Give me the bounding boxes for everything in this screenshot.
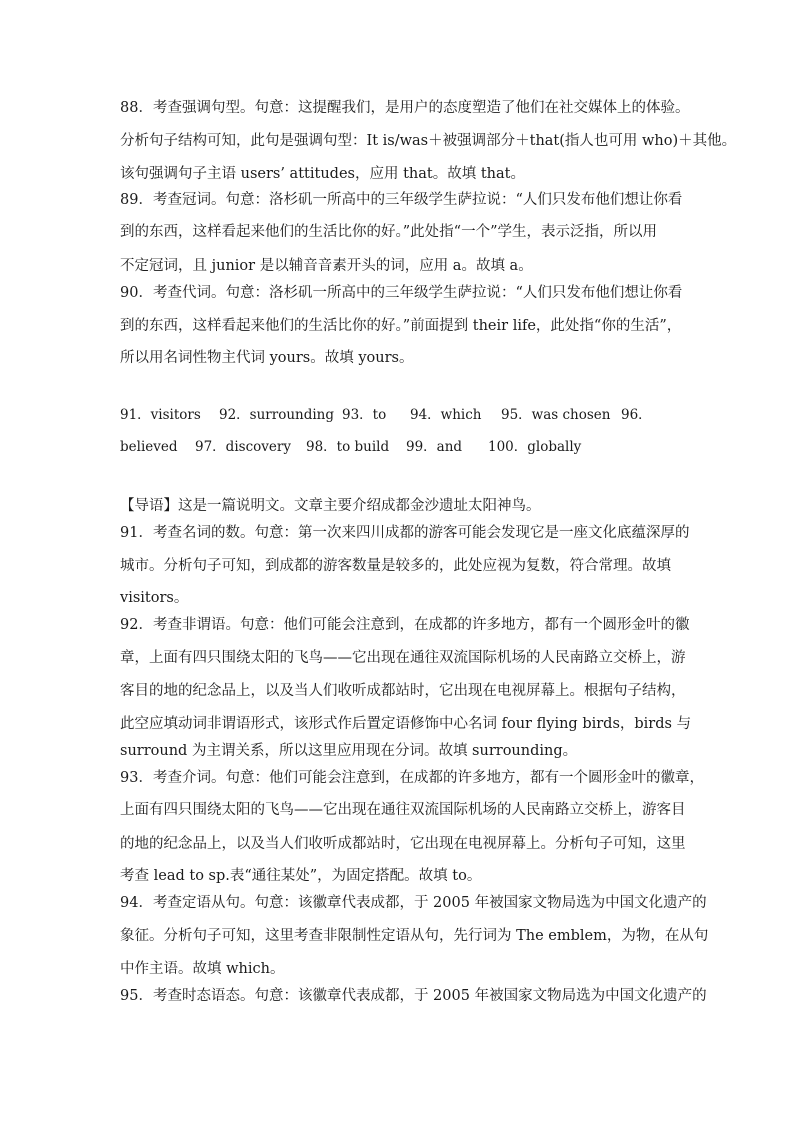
text-line: 92．考查非谓语。句意：他们可能会注意到，在成都的许多地方，都有一个圆形金叶的徽 (120, 617, 690, 633)
text-line: 88．考查强调句型。句意：这提醒我们，是用户的态度塑造了他们在社交媒体上的体验。 (120, 100, 690, 116)
answer-item: 96． (621, 407, 652, 423)
text-line: 【导语】这是一篇说明文。文章主要介绍成都金沙遗址太阳神鸟。 (120, 498, 541, 514)
answer-item: 92．surrounding (219, 407, 335, 423)
answer-item: 95．was chosen (501, 407, 611, 423)
answer-item: 91．visitors (120, 407, 201, 423)
text-line: 城市。分析句子可知，到成都的游客数量是较多的，此处应视为复数，符合常理。故填 (120, 558, 671, 574)
text-line: 象征。分析句子可知，这里考查非限制性定语从句，先行词为 The emblem，为物，在从句 (120, 928, 709, 944)
text-line: 89．考查冠词。句意：洛杉矶一所高中的三年级学生萨拉说：“人们只发布他们想让你看 (120, 192, 683, 208)
answer-item: 94．which (410, 407, 482, 423)
text-line: 章，上面有四只围绕太阳的飞鸟——它出现在通往双流国际机场的人民南路立交桥上，游 (120, 650, 686, 666)
text-line: 考查 lead to sp.表“通往某处”，为固定搭配。故填 to。 (120, 868, 482, 884)
text-line: 此空应填动词非谓语形式，该形式作后置定语修饰中心名词 four flying birds，birds 与 (120, 716, 692, 732)
text-line: 上面有四只围绕太阳的飞鸟——它出现在通往双流国际机场的人民南路立交桥上，游客目 (120, 802, 686, 818)
answer-item: 98．to build (306, 439, 390, 455)
answer-item: 99．and (406, 439, 463, 455)
text-line: 中作主语。故填 which。 (120, 961, 285, 977)
answer-item: 100．globally (488, 439, 582, 455)
text-line: 90．考查代词。句意：洛杉矶一所高中的三年级学生萨拉说：“人们只发布他们想让你看 (120, 285, 683, 301)
answer-item: believed (120, 439, 178, 455)
text-line: 到的东西，这样看起来他们的生活比你的好。”前面提到 their life，此处指“你的生活”， (120, 318, 682, 334)
answer-item: 97．discovery (195, 439, 291, 455)
text-line: 93．考查介词。句意：他们可能会注意到，在成都的许多地方，都有一个圆形金叶的徽章， (120, 770, 704, 786)
text-line: 客目的地的纪念品上，以及当人们收听成都站时，它出现在电视屏幕上。根据句子结构， (120, 683, 686, 699)
text-line: 95．考查时态语态。句意：该徽章代表成都，于 2005 年被国家文物局选为中国文化遗产的 (120, 988, 707, 1004)
text-line: 到的东西，这样看起来他们的生活比你的好。”此处指“一个”学生，表示泛指，所以用 (120, 224, 657, 240)
text-line: visitors。 (120, 590, 189, 606)
answer-item: 93．to (342, 407, 387, 423)
text-line: 分析句子结构可知，此句是强调句型：It is/was＋被强调部分＋that(指人也可用 who)＋其他。 (120, 133, 737, 149)
text-line: 91．考查名词的数。句意：第一次来四川成都的游客可能会发现它是一座文化底蕴深厚的 (120, 525, 690, 541)
text-line: 所以用名词性物主代词 yours。故填 yours。 (120, 350, 414, 366)
text-line: 该句强调句子主语 users’ attitudes，应用 that。故填 that。 (120, 166, 525, 182)
text-line: 的地的纪念品上，以及当人们收听成都站时，它出现在电视屏幕上。分析句子可知，这里 (120, 836, 686, 852)
text-line: 不定冠词，且 junior 是以辅音音素开头的词，应用 a。故填 a。 (120, 258, 533, 274)
text-line: surround 为主谓关系，所以这里应用现在分词。故填 surrounding。 (120, 743, 578, 759)
text-line: 94．考查定语从句。句意：该徽章代表成都，于 2005 年被国家文物局选为中国文化遗产的 (120, 895, 707, 911)
